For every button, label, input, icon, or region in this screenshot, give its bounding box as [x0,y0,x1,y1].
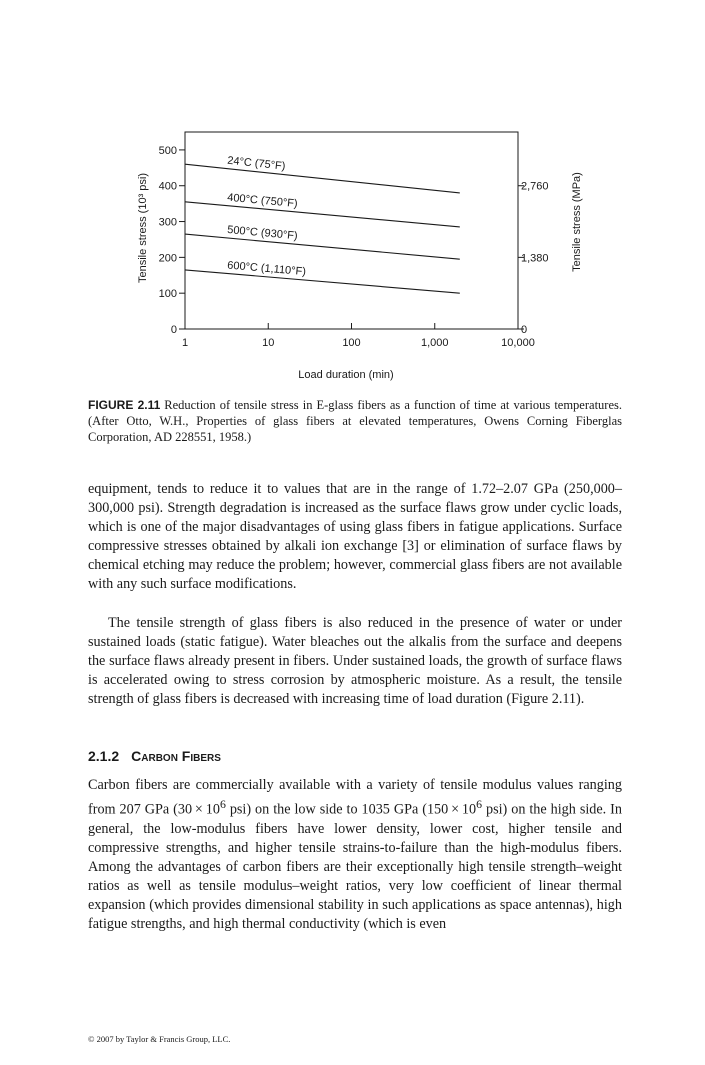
y-axis-ticks [159,145,185,336]
x-tick-label: 10 [262,337,275,349]
x-axis-label: Load duration (min) [298,369,394,381]
paragraph-glass-fatigue: equipment, tends to reduce it to values that are in the range of 1.72–2.07 GPa (250,000–300,000 psi). Strength degradation is increased as the surface flaws grow under cyclic loads, which is one of the major disadvantages of using glass fibers in fatigue applications. Surface compressive stresses obtained by alkali ion exchange [3] or elimination of surface flaws by chemical etching may reduce the problem; however, commercial glass fibers are not available with any such surface modifications. [88,481,622,593]
series-line [185,270,460,293]
series-line [185,164,460,193]
x-tick-label: 100 [342,337,361,349]
section-heading [88,748,221,764]
copyright-notice: © 2007 by Taylor & Francis Group, LLC. [88,1034,231,1044]
x-tick-label: 1 [181,337,189,349]
series-line [185,234,460,259]
carbon-text-part2: psi) on the low side to 1035 GPa (150 × 10 [225,801,477,818]
paragraph-carbon-fibers [88,776,622,934]
paragraph-static-fatigue: The tensile strength of glass fibers is also reduced in the presence of water or under sustained loads (static fatigue). Water bleaches out the alkalis from the surface and deepens the surface flaws already present in fibers. Under sustained loads, the growth of surface flaws is accelerated owing to stress corrosion by atmospheric moisture. As a result, the tensile strength of glass fibers is decreased with increasing time of load duration (Figure 2.11). [88,615,622,708]
section-title: Carbon Fibers [131,748,221,764]
x-tick-label: 10,000 [501,337,535,349]
series-label: 400°C (750°F) [226,191,299,211]
y-tick-label: 0 [170,324,177,336]
x-tick-label: 1,000 [420,337,449,349]
exponent-1: 6 [219,797,226,812]
series-label: 24°C (75°F) [226,154,286,173]
section-number: 2.1.2 [88,748,120,764]
figure-caption [88,397,622,445]
y-axis-label: Tensile stress (10³ psi) [137,172,149,284]
y2-tick-label: 2,760 [521,180,549,193]
y2-tick-label: 0 [521,324,528,336]
y2-axis-label: Tensile stress (MPa) [571,172,583,272]
tensile-stress-chart [0,0,705,390]
figure-caption-text: Reduction of tensile stress in E-glass fibers as a function of time at various temperatures. (After Otto, W.H., Properties of glass fibers at elevated temperatures, Owens Corning Fiberglas Corporation, AD 228551, 1958.) [88,398,622,444]
y-tick-label: 500 [158,144,177,157]
y-tick-label: 400 [158,180,177,193]
y-tick-label: 200 [158,252,177,265]
exponent-2: 6 [476,797,483,812]
carbon-text-part1: Carbon fibers are commercially available with a variety of tensile modulus values ranging from 207 GPa (30 × 10 [88,777,622,818]
series-label: 500°C (930°F) [226,223,299,243]
y-tick-label: 100 [158,288,177,301]
x-axis-ticks [182,323,535,349]
y-tick-label: 300 [158,216,177,229]
figure-label: FIGURE 2.11 [88,398,161,412]
y2-tick-label: 1,380 [521,252,549,265]
series-lines [185,155,460,294]
carbon-text-part3: psi) on the high side. In general, the low-modulus fibers have lower density, lower cost, higher tensile and compressive strengths, and higher tensile strains-to-failure than the high-modulus fibers. Among the advantages of carbon fibers are their exceptionally high tensile strength–weight ratios as well as tensile modulus–weight ratios, very low coefficient of linear thermal expansion (which provides dimensional stability in such applications as space antennas), high fatigue strengths, and high thermal conductivity (which is even [88,801,622,933]
y2-axis-ticks [518,181,549,336]
series-label: 600°C (1,110°F) [226,259,307,279]
series-line [185,202,460,227]
